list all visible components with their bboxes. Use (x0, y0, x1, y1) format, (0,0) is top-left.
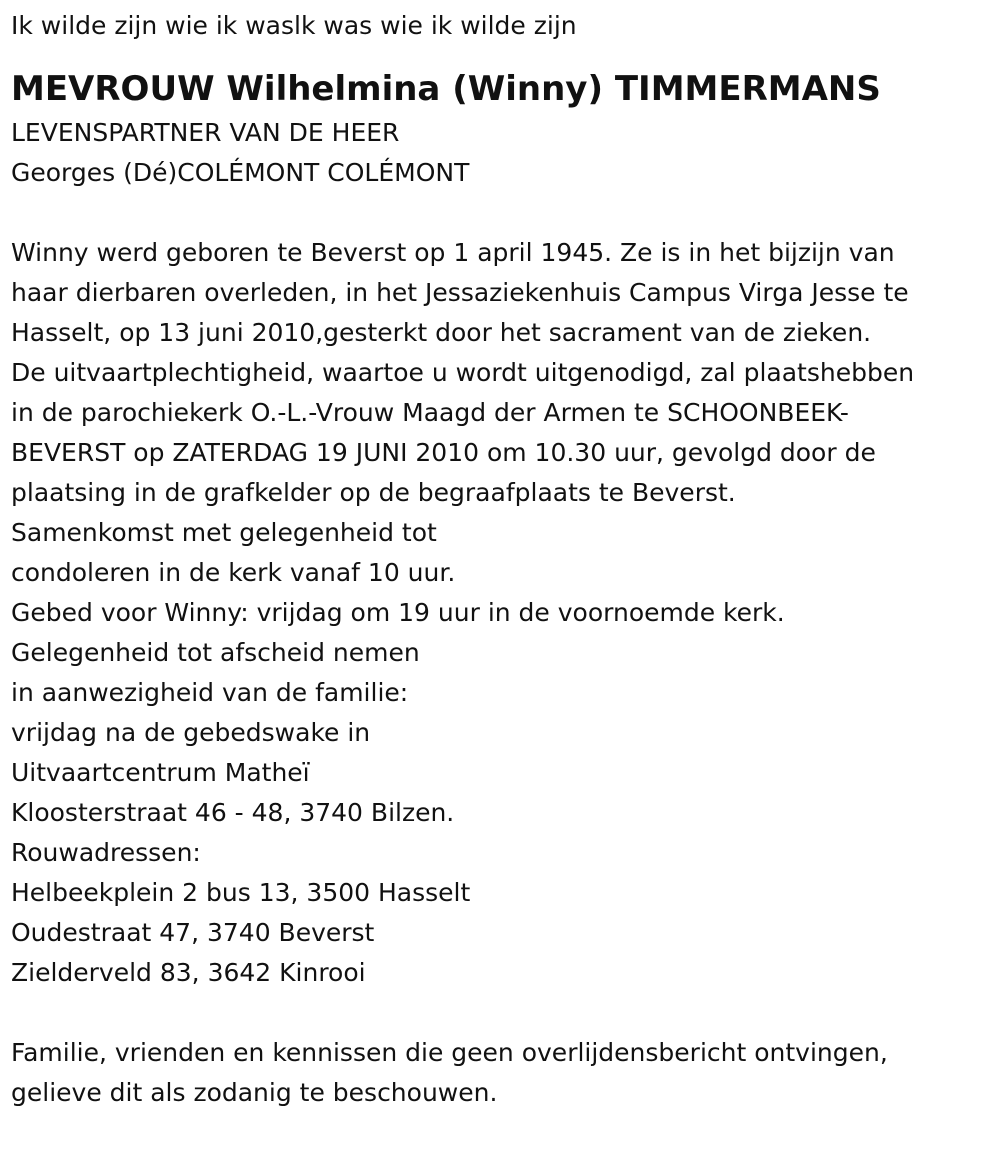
partner-line-2: Georges (Dé)COLÉMONT COLÉMONT (11, 158, 470, 187)
body-line: Uitvaartcentrum Matheï (11, 758, 310, 787)
address-line: Helbeekplein 2 bus 13, 3500 Hasselt (11, 878, 471, 907)
body-line: De uitvaartplechtigheid, waartoe u wordt uitgenodigd, zal plaatshebben (11, 358, 915, 387)
body-line: Samenkomst met gelegenheid tot (11, 518, 437, 547)
body-line: Gebed voor Winny: vrijdag om 19 uur in de voornoemde kerk. (11, 598, 785, 627)
body-line: Rouwadressen: (11, 838, 201, 867)
body-line: haar dierbaren overleden, in het Jessaziekenhuis Campus Virga Jesse te (11, 278, 909, 307)
body-line: Winny werd geboren te Beverst op 1 april 1945. Ze is in het bijzijn van (11, 238, 895, 267)
body-line: vrijdag na de gebedswake in (11, 718, 371, 747)
spacer (11, 993, 991, 1033)
body-line: Kloosterstraat 46 - 48, 3740 Bilzen. (11, 798, 455, 827)
spacer (11, 193, 991, 233)
address-line: Oudestraat 47, 3740 Beverst (11, 918, 375, 947)
body-line: Gelegenheid tot afscheid nemen (11, 638, 420, 667)
deceased-name: MEVROUW Wilhelmina (Winny) TIMMERMANS (11, 69, 881, 109)
address-line: Zielderveld 83, 3642 Kinrooi (11, 958, 366, 987)
footer-text (11, 1033, 991, 1113)
body-text (11, 233, 991, 993)
body-line: in aanwezigheid van de familie: (11, 678, 409, 707)
body-line: Hasselt, op 13 juni 2010,gesterkt door het sacrament van de zieken. (11, 318, 872, 347)
body-line: condoleren in de kerk vanaf 10 uur. (11, 558, 456, 587)
motto: Ik wilde zijn wie ik waslk was wie ik wilde zijn (11, 11, 577, 40)
body-line: plaatsing in de grafkelder op de begraafplaats te Beverst. (11, 478, 736, 507)
obituary-document (11, 0, 991, 1113)
partner-line-1: LEVENSPARTNER VAN DE HEER (11, 118, 400, 147)
footer-line: gelieve dit als zodanig te beschouwen. (11, 1078, 498, 1107)
body-line: BEVERST op ZATERDAG 19 JUNI 2010 om 10.30 uur, gevolgd door de (11, 438, 876, 467)
body-line: in de parochiekerk O.-L.-Vrouw Maagd der Armen te SCHOONBEEK- (11, 398, 849, 427)
partner-block (11, 113, 991, 193)
footer-line: Familie, vrienden en kennissen die geen overlijdensbericht ontvingen, (11, 1038, 888, 1067)
